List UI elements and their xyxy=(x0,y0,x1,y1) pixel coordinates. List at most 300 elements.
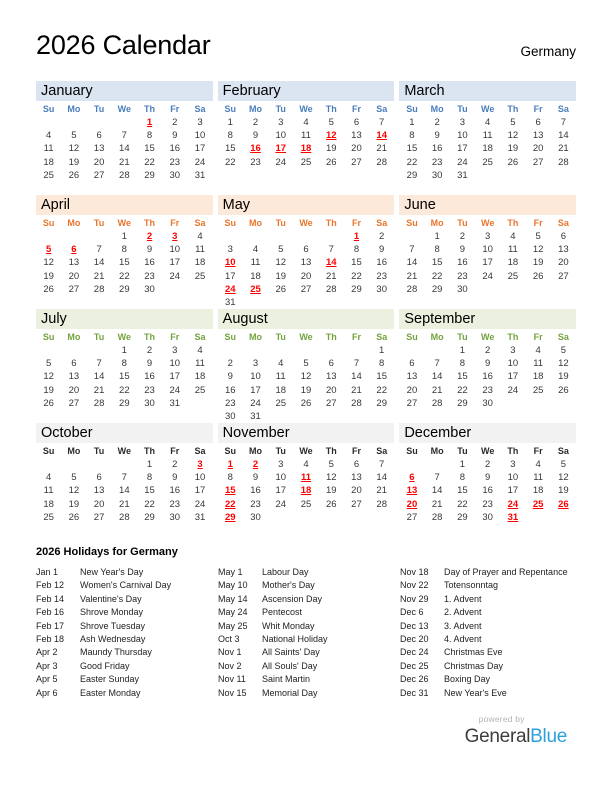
date-cell: 6 xyxy=(409,358,415,370)
date-cell: 12 xyxy=(507,130,519,142)
date-cell: 1 xyxy=(434,231,440,243)
holiday-entry xyxy=(36,579,218,592)
date-cell: 13 xyxy=(93,485,105,497)
date-cell: 10 xyxy=(275,472,287,484)
date-cell: 29 xyxy=(119,283,130,295)
date-cell: 4 xyxy=(510,231,516,243)
weekday-label: Tu xyxy=(93,445,105,456)
week-row xyxy=(399,384,576,397)
weekday-label: Su xyxy=(224,217,237,228)
brand-blue-text: Blue xyxy=(530,726,567,747)
date-cell: 30 xyxy=(482,397,493,409)
holiday-entry-name: Day of Prayer and Repentance xyxy=(444,567,568,577)
holiday-entry-name: Shrove Monday xyxy=(80,607,144,618)
holiday-entry xyxy=(218,673,400,686)
date-cell: 23 xyxy=(250,156,261,168)
holiday-date-cell: 2 xyxy=(146,231,153,243)
weekday-label: We xyxy=(480,331,495,342)
date-cell: 16 xyxy=(457,257,468,269)
date-cell: 1 xyxy=(227,117,233,129)
date-cell: 9 xyxy=(146,244,153,256)
date-cell: 5 xyxy=(71,130,77,142)
date-cell: 1 xyxy=(121,231,127,243)
date-cell: 2 xyxy=(252,117,259,129)
holiday-entry-date: Dec 31 xyxy=(400,687,429,698)
date-cell: 5 xyxy=(303,358,309,370)
date-cell: 24 xyxy=(275,498,287,510)
holiday-entry-date: Dec 24 xyxy=(400,647,429,658)
date-cell: 14 xyxy=(93,257,105,269)
region-label: Germany xyxy=(520,44,576,59)
date-cell: 10 xyxy=(275,130,287,142)
date-cell: 9 xyxy=(227,371,233,383)
date-cell: 30 xyxy=(224,411,236,423)
holiday-date-cell: 29 xyxy=(224,511,236,523)
week-row xyxy=(36,344,213,357)
holiday-date-cell: 18 xyxy=(300,485,312,497)
date-cell: 8 xyxy=(121,244,127,256)
holiday-entry-name: Good Friday xyxy=(80,660,130,671)
week-row xyxy=(218,357,395,370)
weekday-label: Fr xyxy=(533,103,543,114)
weekday-label: Th xyxy=(144,331,156,342)
date-cell: 27 xyxy=(68,397,80,409)
week-row xyxy=(36,397,213,410)
date-cell: 19 xyxy=(275,270,287,282)
weekday-label: Tu xyxy=(457,217,468,228)
date-cell: 21 xyxy=(431,498,443,510)
holiday-date-cell: 10 xyxy=(224,257,236,269)
holiday-entry xyxy=(218,660,400,673)
week-row xyxy=(399,116,576,129)
holiday-entry-name: New Year's Day xyxy=(80,567,144,577)
date-cell: 4 xyxy=(197,231,203,243)
date-cell: 7 xyxy=(434,472,440,484)
holiday-entry xyxy=(218,646,400,659)
date-cell: 9 xyxy=(252,130,259,142)
date-cell: 10 xyxy=(457,130,468,142)
date-cell: 17 xyxy=(275,485,287,497)
month-may xyxy=(218,195,395,309)
holiday-entry-name: National Holiday xyxy=(262,634,328,645)
date-cell: 15 xyxy=(351,257,362,269)
weekday-label: Th xyxy=(325,103,337,114)
holiday-entry xyxy=(218,579,400,592)
month-title: July xyxy=(41,311,67,327)
month-title-band xyxy=(218,195,395,215)
week-row xyxy=(218,129,395,142)
weekday-label: Sa xyxy=(194,103,206,114)
holiday-entry-date: Apr 3 xyxy=(36,660,58,671)
week-row xyxy=(218,116,395,129)
date-cell: 22 xyxy=(406,156,418,168)
weekday-header-row xyxy=(36,101,213,116)
month-title-band xyxy=(399,195,576,215)
date-cell: 6 xyxy=(353,459,360,471)
weekday-label: Fr xyxy=(170,103,180,114)
holiday-date-cell: 14 xyxy=(376,130,387,142)
date-cell: 23 xyxy=(169,498,181,510)
date-cell: 20 xyxy=(351,485,362,497)
weekday-label: Su xyxy=(224,103,237,114)
date-cell: 17 xyxy=(169,371,181,383)
date-cell: 6 xyxy=(560,231,567,243)
date-cell: 21 xyxy=(119,498,130,510)
holiday-entry xyxy=(400,620,576,633)
date-cell: 28 xyxy=(351,397,362,409)
week-row xyxy=(399,498,576,511)
holidays-section xyxy=(36,546,576,700)
holiday-entry xyxy=(218,566,400,579)
weekday-label: Fr xyxy=(351,331,361,342)
date-cell: 9 xyxy=(485,472,491,484)
date-cell: 12 xyxy=(325,472,337,484)
holiday-entry-date: Dec 6 xyxy=(400,607,424,618)
date-cell: 20 xyxy=(351,143,362,155)
holiday-date-cell: 3 xyxy=(197,459,203,471)
date-cell: 11 xyxy=(482,130,493,142)
date-cell: 13 xyxy=(93,143,105,155)
date-cell: 6 xyxy=(535,117,541,129)
date-cell: 22 xyxy=(351,270,362,282)
date-cell: 24 xyxy=(482,270,493,282)
date-cell: 20 xyxy=(558,257,569,269)
holiday-entry-name: Maundy Thursday xyxy=(80,647,152,658)
date-cell: 2 xyxy=(227,358,233,370)
date-cell: 21 xyxy=(325,270,337,282)
week-row xyxy=(36,129,213,142)
date-cell: 12 xyxy=(275,257,287,269)
weekday-label: Tu xyxy=(457,331,468,342)
holiday-column xyxy=(400,566,576,700)
week-row xyxy=(218,498,395,511)
holiday-date-cell: 3 xyxy=(172,231,178,243)
month-title-band xyxy=(399,423,576,443)
holiday-entry-date: Dec 20 xyxy=(400,634,429,645)
holiday-entry-date: Nov 2 xyxy=(218,660,242,671)
weekday-label: We xyxy=(299,103,313,114)
date-cell: 31 xyxy=(224,297,236,309)
holiday-entry-date: Dec 13 xyxy=(400,620,429,631)
date-cell: 18 xyxy=(482,143,493,155)
weekday-label: We xyxy=(117,331,131,342)
holiday-entry xyxy=(400,646,576,659)
weekday-label: Th xyxy=(507,217,519,228)
date-cell: 29 xyxy=(431,283,443,295)
date-cell: 24 xyxy=(194,156,206,168)
holiday-entry xyxy=(400,606,576,619)
date-cell: 16 xyxy=(482,485,493,497)
date-cell: 16 xyxy=(144,371,155,383)
date-cell: 15 xyxy=(144,143,155,155)
date-cell: 29 xyxy=(119,397,130,409)
weekday-label: Sa xyxy=(194,331,206,342)
weekday-label: Th xyxy=(507,445,519,456)
date-cell: 22 xyxy=(224,156,236,168)
holiday-entry xyxy=(36,646,218,659)
week-row xyxy=(399,283,576,296)
holiday-entry-date: May 1 xyxy=(218,567,243,577)
holiday-entry-name: Memorial Day xyxy=(262,687,318,698)
holiday-entry xyxy=(400,593,576,606)
date-cell: 15 xyxy=(406,143,418,155)
date-cell: 21 xyxy=(558,143,569,155)
weekday-label: Sa xyxy=(557,217,569,228)
date-cell: 20 xyxy=(93,156,105,168)
holiday-date-cell: 1 xyxy=(146,117,153,129)
date-cell: 21 xyxy=(376,143,387,155)
date-cell: 8 xyxy=(227,472,233,484)
date-cell: 11 xyxy=(533,472,544,484)
date-cell: 19 xyxy=(507,143,519,155)
weekday-label: Tu xyxy=(275,445,286,456)
week-row xyxy=(218,243,395,256)
month-title: October xyxy=(41,425,93,441)
date-cell: 8 xyxy=(353,244,360,256)
holiday-entry-date: Feb 17 xyxy=(36,620,65,631)
week-row xyxy=(399,270,576,283)
month-september xyxy=(399,309,576,423)
month-title: April xyxy=(41,197,71,213)
holiday-entry-name: Ash Wednesday xyxy=(80,634,146,645)
holiday-entry-name: Easter Monday xyxy=(80,687,141,698)
weekday-label: Mo xyxy=(249,331,262,342)
date-cell: 18 xyxy=(532,371,544,383)
date-cell: 3 xyxy=(510,345,516,357)
weekday-label: Th xyxy=(144,445,156,456)
holiday-column xyxy=(218,566,400,700)
date-cell: 15 xyxy=(431,257,443,269)
holiday-date-cell: 1 xyxy=(353,231,360,243)
date-cell: 7 xyxy=(379,117,385,129)
weekday-label: Mo xyxy=(67,217,81,228)
date-cell: 14 xyxy=(93,371,105,383)
weekday-label: We xyxy=(480,217,495,228)
weekday-label: Fr xyxy=(351,445,361,456)
weekday-label: Sa xyxy=(194,217,206,228)
date-cell: 24 xyxy=(194,498,206,510)
date-cell: 16 xyxy=(144,257,155,269)
weekday-label: Mo xyxy=(67,445,81,456)
date-cell: 7 xyxy=(328,244,334,256)
holiday-entry xyxy=(36,606,218,619)
holiday-date-cell: 12 xyxy=(325,130,337,142)
date-cell: 22 xyxy=(144,498,155,510)
date-cell: 21 xyxy=(431,384,443,396)
holiday-entry-name: Easter Sunday xyxy=(80,674,140,685)
holiday-entry xyxy=(400,633,576,646)
weekday-header-row xyxy=(399,443,576,458)
holiday-entry-name: Christmas Day xyxy=(444,660,504,671)
date-cell: 13 xyxy=(68,371,80,383)
weekday-label: We xyxy=(117,445,131,456)
date-cell: 29 xyxy=(144,169,155,181)
weekday-label: Th xyxy=(507,331,519,342)
date-cell: 30 xyxy=(169,169,181,181)
date-cell: 21 xyxy=(406,270,418,282)
week-row xyxy=(36,283,213,296)
holiday-entry xyxy=(36,566,218,579)
holiday-entry-date: Oct 3 xyxy=(218,634,240,645)
holiday-entry-name: Labour Day xyxy=(262,567,309,577)
date-cell: 13 xyxy=(351,472,362,484)
weekday-label: Fr xyxy=(533,331,543,342)
holiday-entry xyxy=(36,620,218,633)
weekday-label: Fr xyxy=(533,445,543,456)
month-july xyxy=(36,309,213,423)
weekday-label: Tu xyxy=(275,103,286,114)
date-cell: 13 xyxy=(300,257,312,269)
date-cell: 10 xyxy=(507,472,519,484)
weekday-label: Th xyxy=(507,103,519,114)
date-cell: 15 xyxy=(119,257,130,269)
date-cell: 29 xyxy=(376,397,387,409)
date-cell: 11 xyxy=(43,143,54,155)
week-row xyxy=(399,243,576,256)
date-cell: 11 xyxy=(250,257,261,269)
week-row xyxy=(36,142,213,155)
date-cell: 23 xyxy=(250,498,261,510)
month-january xyxy=(36,81,213,195)
holiday-date-cell: 15 xyxy=(224,485,236,497)
week-row xyxy=(36,243,213,256)
date-cell: 25 xyxy=(43,511,54,523)
date-cell: 20 xyxy=(532,143,544,155)
week-row xyxy=(218,283,395,296)
date-cell: 8 xyxy=(434,244,440,256)
week-row xyxy=(36,230,213,243)
week-row xyxy=(399,256,576,269)
weekday-label: Tu xyxy=(275,217,286,228)
date-cell: 4 xyxy=(303,117,309,129)
date-cell: 13 xyxy=(68,257,80,269)
weekday-label: Tu xyxy=(457,103,468,114)
date-cell: 20 xyxy=(68,384,80,396)
date-cell: 26 xyxy=(68,511,80,523)
holiday-column xyxy=(36,566,218,700)
date-cell: 7 xyxy=(121,130,127,142)
date-cell: 5 xyxy=(560,459,567,471)
week-row xyxy=(36,384,213,397)
date-cell: 5 xyxy=(560,345,567,357)
date-cell: 3 xyxy=(459,117,466,129)
month-title: June xyxy=(404,197,436,213)
date-cell: 25 xyxy=(300,156,312,168)
holiday-date-cell: 31 xyxy=(507,511,519,523)
date-cell: 15 xyxy=(376,371,387,383)
month-title: May xyxy=(222,197,251,213)
date-cell: 2 xyxy=(172,459,178,471)
holiday-entry-name: Pentecost xyxy=(262,607,303,618)
date-cell: 26 xyxy=(558,384,569,396)
date-cell: 6 xyxy=(303,244,309,256)
date-cell: 14 xyxy=(119,485,130,497)
month-march xyxy=(399,81,576,195)
date-cell: 1 xyxy=(146,459,153,471)
date-cell: 11 xyxy=(43,485,54,497)
holiday-entry-date: Feb 12 xyxy=(36,580,65,591)
date-cell: 14 xyxy=(431,485,443,497)
week-row xyxy=(399,511,576,524)
date-cell: 22 xyxy=(457,498,468,510)
date-cell: 25 xyxy=(275,397,287,409)
holiday-entry-name: Boxing Day xyxy=(444,674,491,685)
date-cell: 28 xyxy=(93,283,105,295)
date-cell: 30 xyxy=(482,511,493,523)
date-cell: 8 xyxy=(379,358,385,370)
holiday-entry-date: May 24 xyxy=(218,607,248,618)
date-cell: 14 xyxy=(431,371,443,383)
date-cell: 1 xyxy=(379,345,385,357)
week-row xyxy=(218,270,395,283)
holiday-entry-name: All Souls' Day xyxy=(262,660,318,671)
date-cell: 1 xyxy=(121,345,127,357)
weekday-label: Su xyxy=(42,103,55,114)
holiday-entry xyxy=(400,566,576,579)
date-cell: 26 xyxy=(300,397,312,409)
date-cell: 25 xyxy=(43,169,54,181)
date-cell: 12 xyxy=(43,257,54,269)
date-cell: 17 xyxy=(169,257,181,269)
date-cell: 17 xyxy=(507,371,519,383)
date-cell: 19 xyxy=(532,257,544,269)
date-cell: 9 xyxy=(485,358,491,370)
date-cell: 27 xyxy=(325,397,337,409)
date-cell: 21 xyxy=(93,384,105,396)
date-cell: 29 xyxy=(406,169,418,181)
date-cell: 1 xyxy=(409,117,415,129)
holiday-entry-name: 2. Advent xyxy=(444,607,482,618)
date-cell: 18 xyxy=(43,156,54,168)
week-row xyxy=(218,344,395,357)
month-june xyxy=(399,195,576,309)
date-cell: 14 xyxy=(351,371,362,383)
holiday-entry-name: Saint Martin xyxy=(262,674,311,685)
date-cell: 15 xyxy=(224,143,236,155)
weekday-label: We xyxy=(117,103,131,114)
weekday-label: Su xyxy=(406,331,418,342)
weekday-label: Tu xyxy=(275,331,286,342)
weekday-label: Fr xyxy=(170,217,180,228)
date-cell: 29 xyxy=(457,397,468,409)
date-cell: 7 xyxy=(409,244,415,256)
date-cell: 20 xyxy=(93,498,105,510)
date-cell: 27 xyxy=(93,169,105,181)
holiday-entry xyxy=(400,660,576,673)
date-cell: 5 xyxy=(535,231,541,243)
date-cell: 11 xyxy=(533,358,544,370)
date-cell: 23 xyxy=(144,384,155,396)
holiday-date-cell: 25 xyxy=(250,283,261,295)
holiday-entry-date: May 14 xyxy=(218,593,248,604)
weekday-header-row xyxy=(36,443,213,458)
holiday-entry-date: Dec 26 xyxy=(400,674,429,685)
date-cell: 3 xyxy=(252,358,259,370)
date-cell: 2 xyxy=(379,231,385,243)
date-cell: 18 xyxy=(194,257,206,269)
date-cell: 3 xyxy=(278,459,284,471)
holiday-entry xyxy=(218,633,400,646)
date-cell: 22 xyxy=(144,156,155,168)
date-cell: 30 xyxy=(376,283,387,295)
holidays-heading: 2026 Holidays for Germany xyxy=(36,546,178,558)
page-title: 2026 Calendar xyxy=(36,30,211,60)
date-cell: 27 xyxy=(406,511,418,523)
date-cell: 27 xyxy=(406,397,418,409)
date-cell: 12 xyxy=(68,143,80,155)
holiday-entry-name: Christmas Eve xyxy=(444,647,503,658)
month-title-band xyxy=(399,309,576,329)
